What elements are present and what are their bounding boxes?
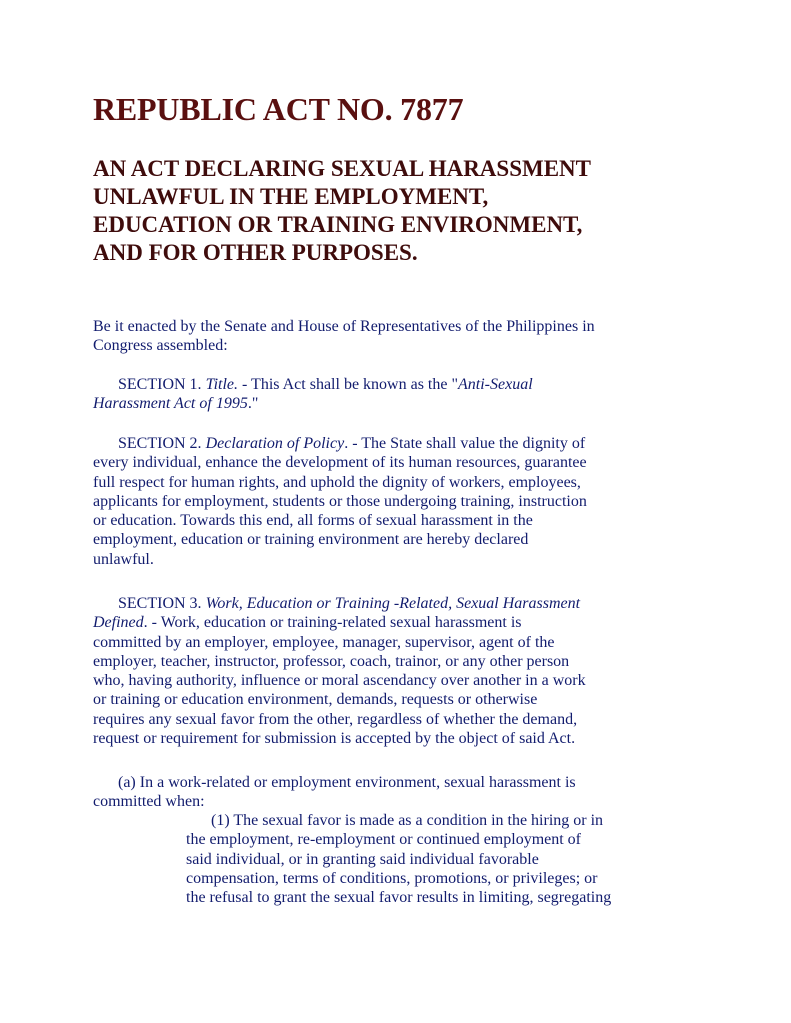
section-1 [93,375,703,414]
text-line: who, having authority, influence or moral ascendancy over another in a work [93,672,586,690]
text-line: applicants for employment, students or those undergoing training, instruction [93,492,587,510]
subtitle-line: AN ACT DECLARING SEXUAL HARASSMENT [93,156,592,181]
section-heading: Declaration of Policy [205,435,345,452]
text-line: full respect for human rights, and uphold the dignity of workers, employees, [93,473,581,491]
text-line: the employment, re-employment or continued employment of [186,831,582,849]
text-line: (a) In a work-related or employment environment, sexual harassment is [118,774,576,791]
text-line [93,394,703,413]
text-line [93,613,703,632]
section-number: SECTION 3. [118,595,206,612]
act-short-title: Harassment Act of 1995 [93,395,248,413]
text-line: Congress assembled: [93,337,228,355]
text-line: unlawful. [93,550,154,568]
text-line: every individual, enhance the development of its human resources, guarantee [93,454,587,472]
text-line: employment, education or training environment are hereby declared [93,531,529,549]
text-line: or education. Towards this end, all forms of sexual harassment in the [93,512,533,530]
section-number: SECTION 1. [118,376,206,393]
document-subtitle [93,155,693,267]
text-line: the refusal to grant the sexual favor results in limiting, segregating [186,889,612,907]
subtitle-line: UNLAWFUL IN THE EMPLOYMENT, [93,184,489,209]
text-line [93,434,703,453]
text-line: said individual, or in granting said individual favorable [186,850,539,868]
section-text: ." [247,395,259,413]
text-line: requires any sexual favor from the other, regardless of whether the demand, [93,710,578,728]
text-line: committed by an employer, employee, manager, supervisor, agent of the [93,633,555,651]
document-title: REPUBLIC ACT NO. 7877 [93,91,464,127]
subtitle-line: AND FOR OTHER PURPOSES. [93,240,418,265]
text-line: request or requirement for submission is accepted by the object of said Act. [93,730,576,748]
section-number: SECTION 2. [118,435,206,452]
section-heading: Defined [93,614,144,632]
paragraph-a [93,773,703,812]
text-line: (1) The sexual favor is made as a condition in the hiring or in [211,812,604,829]
enacting-clause [93,317,703,356]
section-3 [93,594,703,748]
text-line: or training or education environment, demands, requests or otherwise [93,691,538,709]
text-line: committed when: [93,793,205,811]
paragraph-a-item-1 [93,811,703,907]
section-text: - This Act shall be known as the " [238,376,458,393]
section-heading: Work, Education or Training -Related, Sexual Harassment [205,595,581,612]
text-line: Be it enacted by the Senate and House of Representatives of the Philippines in [93,318,595,335]
section-text: . - Work, education or training-related sexual harassment is [143,614,522,632]
section-text: . - The State shall value the dignity of [344,435,586,452]
text-line [93,594,703,613]
text-line: compensation, terms of conditions, promotions, or privileges; or [186,869,598,887]
section-heading: Title. [205,376,239,393]
text-line: employer, teacher, instructor, professor, coach, trainor, or any other person [93,652,570,670]
section-2 [93,434,703,569]
act-short-title: Anti-Sexual [458,376,533,393]
text-line [93,375,703,394]
subtitle-line: EDUCATION OR TRAINING ENVIRONMENT, [93,212,583,237]
